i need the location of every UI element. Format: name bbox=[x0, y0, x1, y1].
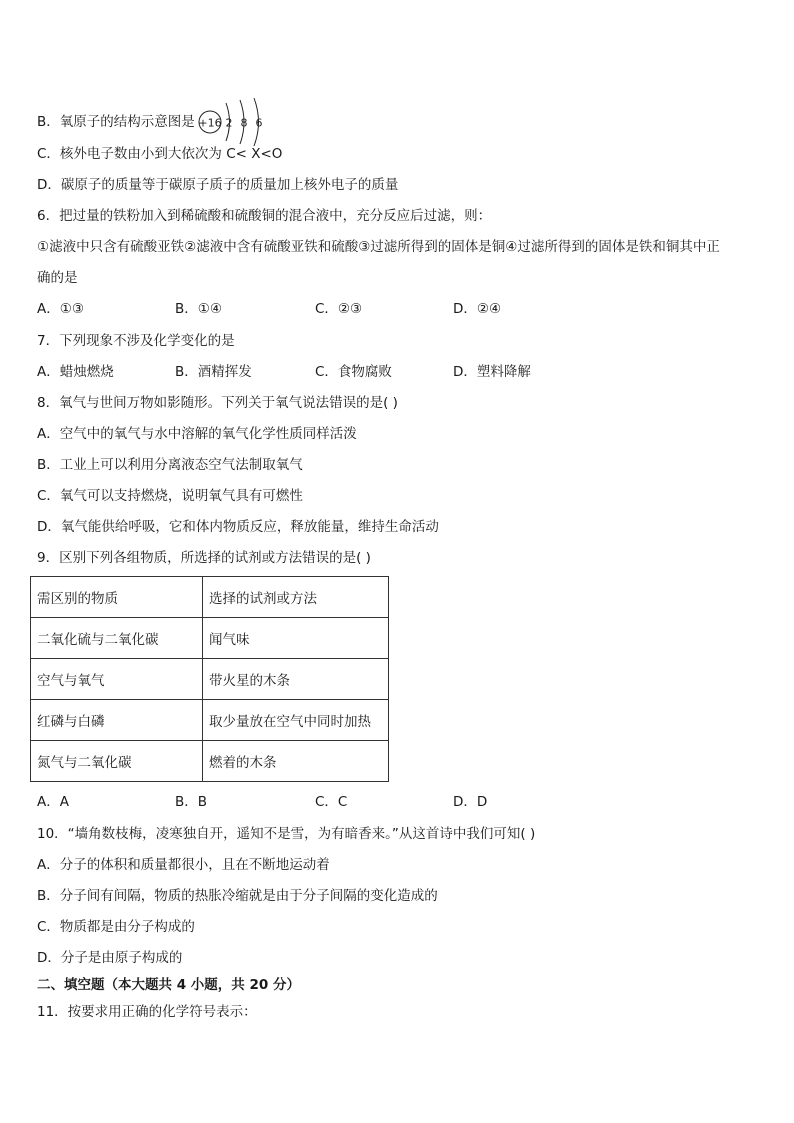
q7-option-a: A．蜡烛燃烧 bbox=[37, 364, 114, 380]
q10-stem: 10．“墙角数枝梅，凌寒独自开，遥知不是雪，为有暗香来。”从这首诗中我们可知( ) bbox=[37, 826, 536, 842]
table-cell: 空气与氧气 bbox=[31, 659, 203, 700]
table-cell: 红磷与白磷 bbox=[31, 700, 203, 741]
q5-option-b-text: B．氧原子的结构示意图是 bbox=[37, 114, 195, 130]
table-cell: 二氧化硫与二氧化碳 bbox=[31, 618, 203, 659]
q6-option-b: B．①④ bbox=[175, 301, 222, 317]
q8-option-d: D．氧气能供给呼吸，它和体内物质反应，释放能量，维持生命活动 bbox=[37, 519, 439, 535]
q11-stem: 11．按要求用正确的化学符号表示： bbox=[37, 1004, 257, 1020]
q9-option-d: D．D bbox=[453, 794, 488, 810]
atom-nucleus-label: +16 bbox=[198, 116, 222, 130]
q8-option-c: C．氧气可以支持燃烧，说明氧气具有可燃性 bbox=[37, 488, 303, 504]
q9-stem: 9．区别下列各组物质，所选择的试剂或方法错误的是( ) bbox=[37, 550, 371, 566]
q10-option-b: B．分子间有间隔，物质的热胀冷缩就是由于分子间隔的变化造成的 bbox=[37, 888, 438, 904]
q5-option-b bbox=[37, 97, 275, 147]
table-cell: 氮气与二氧化碳 bbox=[31, 741, 203, 782]
atom-shell-3-label: 6 bbox=[255, 116, 263, 130]
q6-option-a: A．①③ bbox=[37, 301, 84, 317]
q6-option-c: C．②③ bbox=[315, 301, 363, 317]
table-header-cell: 需区别的物质 bbox=[31, 577, 203, 618]
table-cell: 闻气味 bbox=[203, 618, 389, 659]
q9-option-c: C．C bbox=[315, 794, 348, 810]
q6-statements-line1: ①滤液中只含有硫酸亚铁②滤液中含有硫酸亚铁和硫酸③过滤所得到的固体是铜④过滤所得到的固体是铁和铜其中正 bbox=[37, 239, 720, 255]
q7-option-c: C．食物腐败 bbox=[315, 364, 392, 380]
q10-option-c: C．物质都是由分子构成的 bbox=[37, 919, 195, 935]
table-row bbox=[31, 659, 389, 700]
q8-option-a: A．空气中的氧气与水中溶解的氧气化学性质同样活泼 bbox=[37, 426, 357, 442]
q7-stem: 7．下列现象不涉及化学变化的是 bbox=[37, 333, 235, 349]
q10-option-a: A．分子的体积和质量都很小，且在不断地运动着 bbox=[37, 857, 330, 873]
table-row bbox=[31, 577, 389, 618]
q6-statements-line2: 确的是 bbox=[37, 270, 78, 286]
q8-stem: 8．氧气与世间万物如影随形。下列关于氧气说法错误的是( ) bbox=[37, 395, 398, 411]
table-cell: 取少量放在空气中同时加热 bbox=[203, 700, 389, 741]
q9-option-a: A．A bbox=[37, 794, 69, 810]
atom-shell-2-label: 8 bbox=[240, 116, 248, 130]
table-header-cell: 选择的试剂或方法 bbox=[203, 577, 389, 618]
q5-option-d: D．碳原子的质量等于碳原子质子的质量加上核外电子的质量 bbox=[37, 177, 399, 193]
q7-option-d: D．塑料降解 bbox=[453, 364, 531, 380]
q10-option-d: D．分子是由原子构成的 bbox=[37, 950, 183, 966]
atom-shell-1-label: 2 bbox=[225, 116, 233, 130]
table-cell: 带火星的木条 bbox=[203, 659, 389, 700]
q8-option-b: B．工业上可以利用分离液态空气法制取氧气 bbox=[37, 457, 303, 473]
oxygen-atom-structure-diagram bbox=[197, 97, 275, 147]
table-cell: 燃着的木条 bbox=[203, 741, 389, 782]
q9-option-b: B．B bbox=[175, 794, 208, 810]
q7-option-b: B．酒精挥发 bbox=[175, 364, 252, 380]
q6-option-d: D．②④ bbox=[453, 301, 502, 317]
section-heading: 二、填空题（本大题共 4 小题，共 20 分） bbox=[37, 977, 300, 993]
q9-table bbox=[30, 576, 389, 782]
q6-stem: 6．把过量的铁粉加入到稀硫酸和硫酸铜的混合液中，充分反应后过滤，则： bbox=[37, 208, 492, 224]
atom-diagram-svg bbox=[197, 97, 275, 147]
q5-option-c: C．核外电子数由小到大依次为 C< X<O bbox=[37, 146, 283, 162]
table-row bbox=[31, 741, 389, 782]
table-row bbox=[31, 618, 389, 659]
table-row bbox=[31, 700, 389, 741]
